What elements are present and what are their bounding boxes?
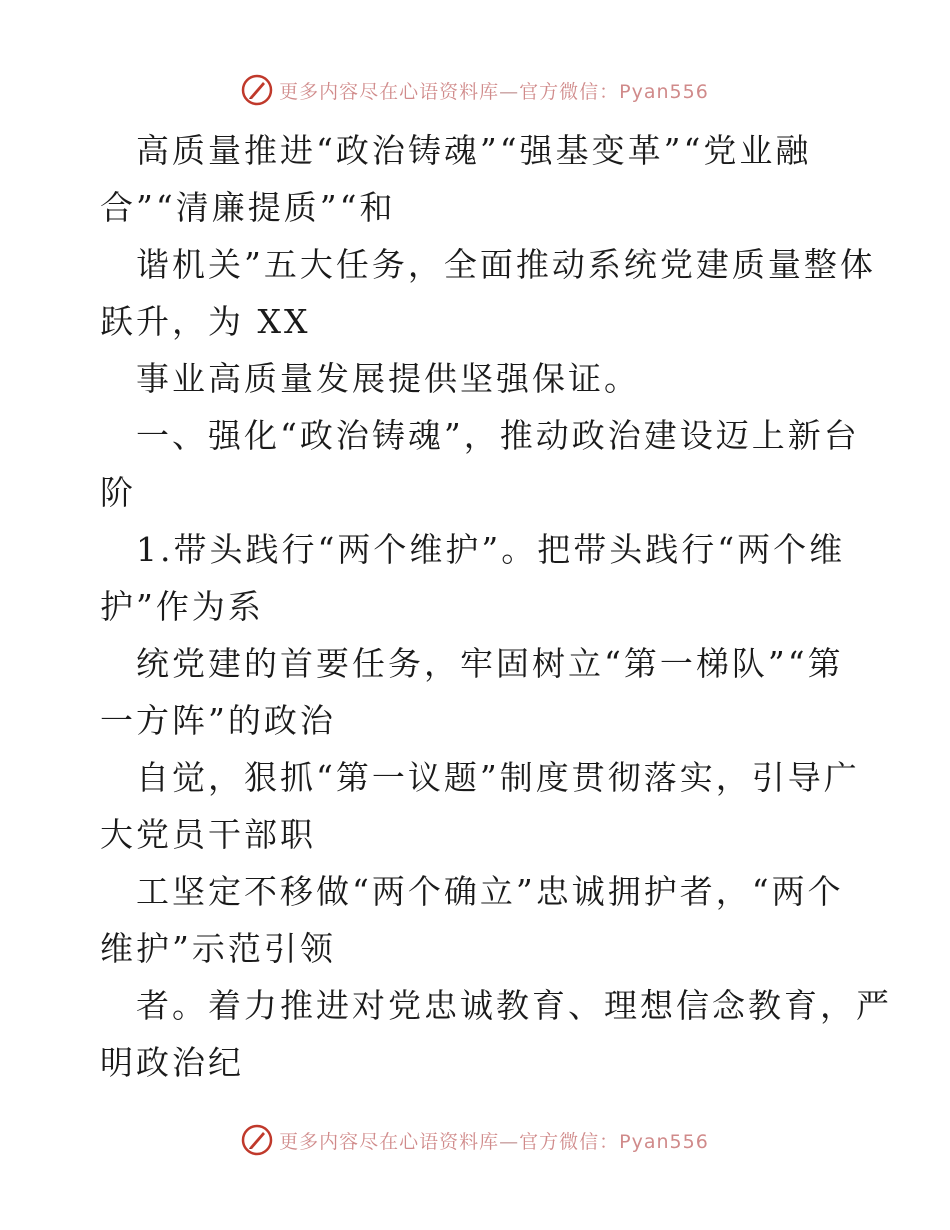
quill-pen-icon xyxy=(241,1124,273,1156)
header-banner-contact: 官方微信：Pyan556 xyxy=(519,80,709,103)
text-line: 自觉，狠抓“第一议题”制度贯彻落实，引导广 xyxy=(136,758,860,797)
text-line: 大党员干部职 xyxy=(100,815,316,854)
quill-pen-icon xyxy=(241,74,273,106)
header-banner-dash: — xyxy=(499,80,520,103)
header-banner xyxy=(0,70,950,110)
text-line: 跃升，为 XX xyxy=(100,302,311,341)
text-line: 合”“清廉提质”“和 xyxy=(100,188,396,227)
footer-banner xyxy=(0,1120,950,1160)
section-heading: 一、强化“政治铸魂”，推动政治建设迈上新台 xyxy=(136,416,860,455)
body-text xyxy=(100,122,892,1091)
footer-banner-text: 更多内容尽在心语资料库 xyxy=(279,1130,500,1153)
text-line: 维护”示范引领 xyxy=(100,929,336,968)
text-line: 者。着力推进对党忠诚教育、理想信念教育，严 xyxy=(136,986,892,1025)
header-banner-text: 更多内容尽在心语资料库 xyxy=(279,80,500,103)
text-line: 谐机关”五大任务，全面推动系统党建质量整体 xyxy=(136,245,876,284)
text-line: 事业高质量发展提供坚强保证。 xyxy=(136,359,640,398)
text-line: 1.带头践行“两个维护”。把带头践行“两个维 xyxy=(136,530,846,569)
text-line: 明政治纪 xyxy=(100,1043,244,1082)
text-line: 统党建的首要任务，牢固树立“第一梯队”“第 xyxy=(136,644,844,683)
footer-banner-contact: 官方微信：Pyan556 xyxy=(519,1130,709,1153)
text-line: 一方阵”的政治 xyxy=(100,701,336,740)
text-line: 高质量推进“政治铸魂”“强基变革”“党业融 xyxy=(136,131,812,170)
section-heading-continued: 阶 xyxy=(100,473,136,512)
text-line: 护”作为系 xyxy=(100,587,264,626)
footer-banner-dash: — xyxy=(499,1130,520,1153)
text-line: 工坚定不移做“两个确立”忠诚拥护者，“两个 xyxy=(136,872,844,911)
